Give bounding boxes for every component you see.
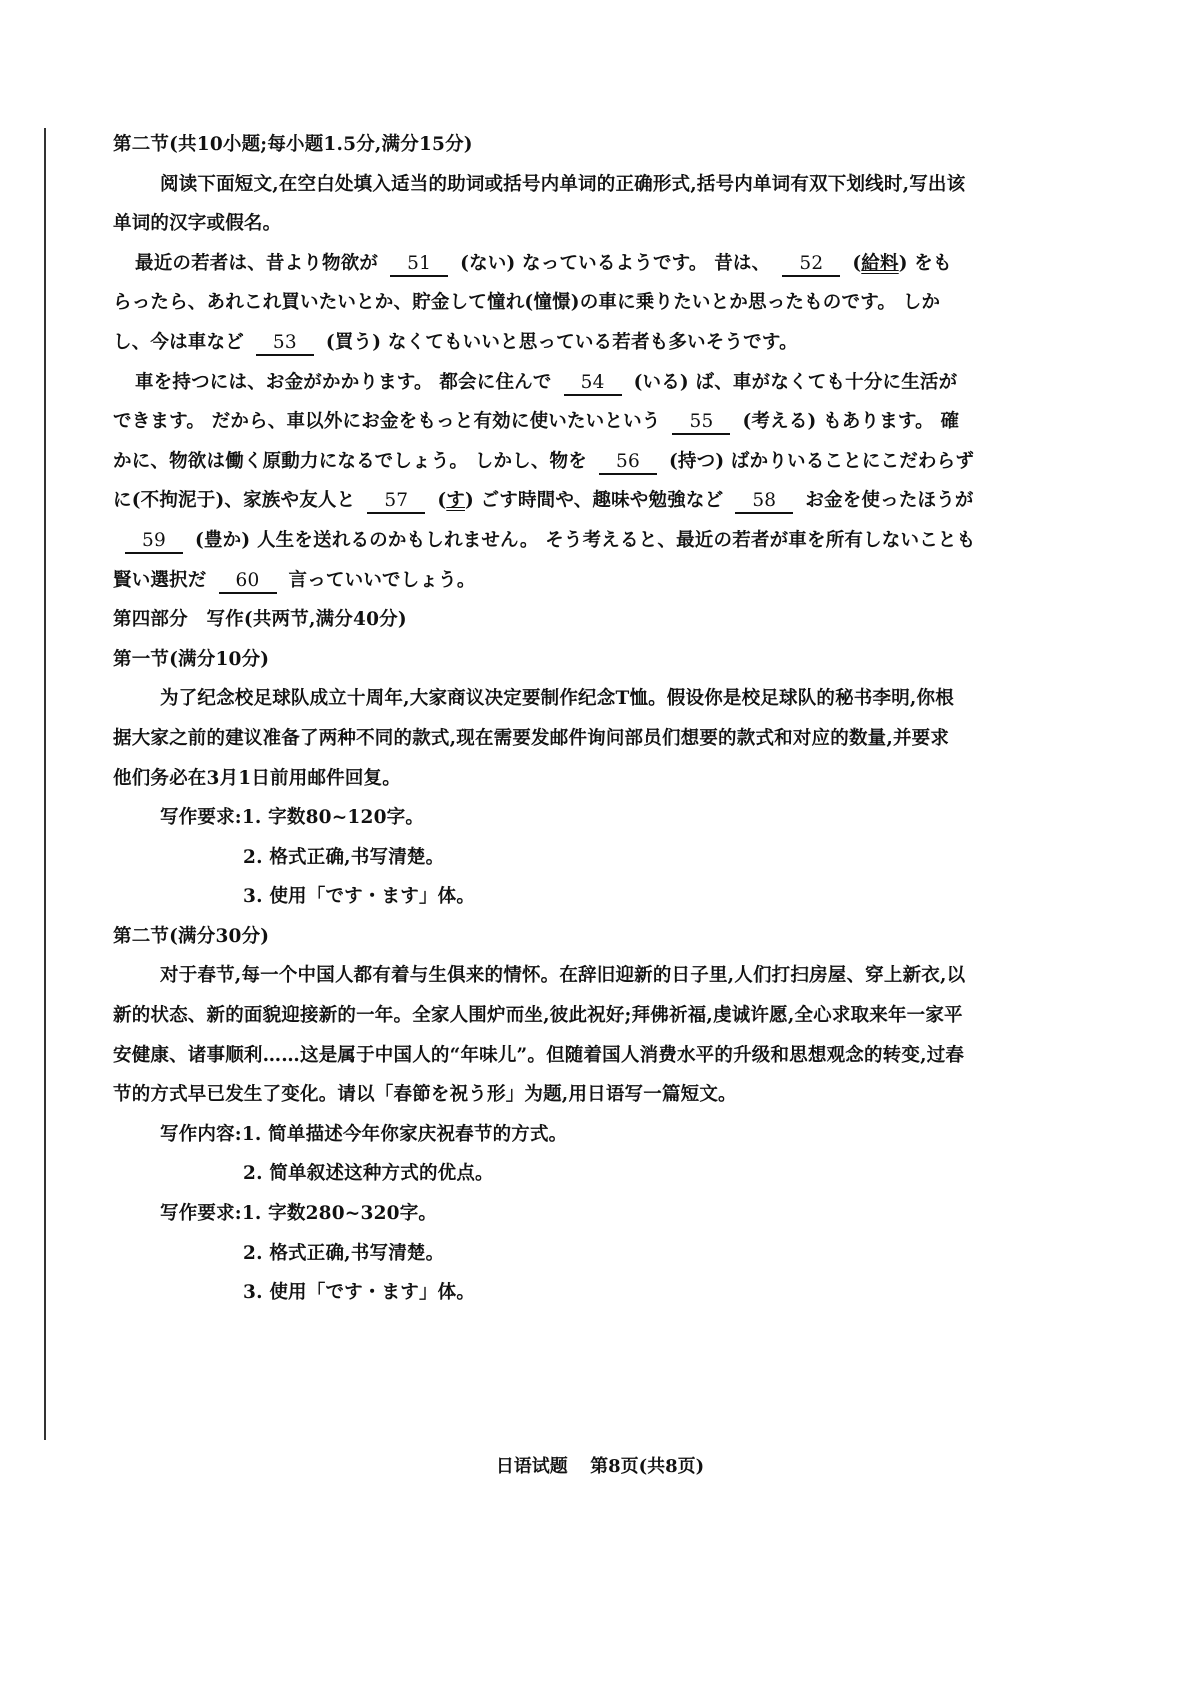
text-line xyxy=(113,561,973,601)
answer-blank: 58 xyxy=(735,490,793,514)
answer-blank: 55 xyxy=(672,411,730,435)
text-segment: 据大家之前的建议准备了两种不同的款式,现在需要发邮件询问部员们想要的款式和对应的数量,并要求 xyxy=(113,727,950,749)
text-segment: 为了纪念校足球队成立十周年,大家商议决定要制作纪念T恤。假设你是校足球队的秘书李明,你根 xyxy=(160,688,954,710)
margin-line xyxy=(44,128,46,1440)
exam-page-content xyxy=(113,125,976,1313)
text-line xyxy=(113,1194,973,1234)
footer-subject: 日语试题 xyxy=(495,1456,568,1477)
text-segment: 安健康、诸事顺利……这是属于中国人的“年味儿”。但随着国人消费水平的升级和思想观念的转变,过春 xyxy=(113,1044,965,1066)
text-segment: ) ごす時間や、趣味や勉強など xyxy=(464,490,724,512)
text-segment: かに、物欲は働く原動力になるでしょう。 しかし、物を xyxy=(113,450,587,472)
text-line xyxy=(113,838,973,878)
text-segment: (ない) なっているようです。 昔は、 xyxy=(460,252,771,274)
answer-blank: 51 xyxy=(390,253,448,277)
text-line xyxy=(113,1234,973,1274)
text-line xyxy=(113,402,973,442)
text-segment: ( xyxy=(437,490,447,512)
underlined-word: す xyxy=(446,490,465,512)
text-segment: (豊か) 人生を送れるのかもしれません。 そう考えると、最近の若者が車を所有しないことも xyxy=(195,529,976,551)
text-segment: 第二节(满分30分) xyxy=(113,925,270,947)
text-line xyxy=(113,679,973,719)
text-segment: 第一节(满分10分) xyxy=(113,648,270,670)
text-segment: 2. 格式正确,书写清楚。 xyxy=(243,846,445,868)
text-segment: 3. 使用「です・ます」体。 xyxy=(243,1282,476,1304)
text-line xyxy=(113,165,973,205)
text-segment: 2. 格式正确,书写清楚。 xyxy=(243,1242,445,1264)
answer-blank: 53 xyxy=(256,332,314,356)
answer-blank: 54 xyxy=(564,372,622,396)
answer-blank: 59 xyxy=(125,530,183,554)
answer-blank: 56 xyxy=(599,451,657,475)
text-segment: らったら、あれこれ買いたいとか、貯金して憧れ(憧憬)の車に乗りたいとか思ったものです。 しか xyxy=(113,292,941,314)
text-segment: 单词的汉字或假名。 xyxy=(113,213,282,235)
text-segment: できます。 だから、車以外にお金をもっと有効に使いたいという xyxy=(113,411,661,433)
text-line xyxy=(113,600,973,640)
text-line xyxy=(113,244,973,284)
text-segment: 賢い選択だ xyxy=(113,569,207,591)
text-line xyxy=(113,1154,973,1194)
text-segment: 2. 简单叙述这种方式的优点。 xyxy=(243,1163,494,1185)
text-segment: (考える) もあります。 確 xyxy=(742,411,960,433)
text-line xyxy=(113,719,973,759)
text-segment: 第二节(共10小题;每小题1.5分,满分15分) xyxy=(113,134,473,155)
text-segment: 第四部分 写作(共两节,满分40分) xyxy=(113,609,407,631)
text-segment: 节的方式早已发生了变化。请以「春節を祝う形」为题,用日语写一篇短文。 xyxy=(113,1084,737,1106)
page-footer xyxy=(0,1452,1200,1478)
underlined-word: 給料 xyxy=(861,252,899,274)
text-segment: (買う) なくてもいいと思っている若者も多いそうです。 xyxy=(325,331,798,353)
text-line xyxy=(113,759,973,799)
text-line xyxy=(113,640,973,680)
text-line xyxy=(113,204,973,244)
text-segment: 写作要求:1. 字数80~120字。 xyxy=(160,807,425,829)
text-line xyxy=(113,1036,973,1076)
text-line xyxy=(113,442,973,482)
text-segment: し、今は車など xyxy=(113,331,244,353)
answer-blank: 60 xyxy=(219,570,277,594)
text-line xyxy=(113,1075,973,1115)
text-line xyxy=(113,125,973,165)
footer-page-number: 第8页(共8页) xyxy=(590,1456,705,1477)
text-line xyxy=(113,363,973,403)
text-segment: ) をも xyxy=(898,252,952,274)
text-line xyxy=(113,481,973,521)
text-line xyxy=(113,1115,973,1155)
text-segment: 最近の若者は、昔より物欲が xyxy=(135,252,379,274)
text-segment: 言っていいでしょう。 xyxy=(288,569,476,591)
text-line xyxy=(113,956,973,996)
text-segment: 阅读下面短文,在空白处填入适当的助词或括号内单词的正确形式,括号内单词有双下划线时,写出该 xyxy=(160,173,966,195)
answer-blank: 57 xyxy=(367,490,425,514)
text-segment: 3. 使用「です・ます」体。 xyxy=(243,886,476,908)
text-segment: 对于春节,每一个中国人都有着与生俱来的情怀。在辞旧迎新的日子里,人们打扫房屋、穿上新衣,以 xyxy=(160,965,966,987)
text-segment: 写作内容:1. 简单描述今年你家庆祝春节的方式。 xyxy=(160,1123,568,1145)
text-segment: 写作要求:1. 字数280~320字。 xyxy=(160,1203,438,1225)
text-line xyxy=(113,798,973,838)
text-line xyxy=(113,323,973,363)
text-segment: お金を使ったほうが xyxy=(805,490,974,512)
text-line xyxy=(113,1273,973,1313)
text-line xyxy=(113,877,973,917)
text-segment: (持つ) ばかりいることにこだわらず xyxy=(668,450,975,472)
text-line xyxy=(113,521,976,561)
text-segment: 他们务必在3月1日前用邮件回复。 xyxy=(113,767,401,789)
text-line xyxy=(113,917,973,957)
text-segment: 車を持つには、お金がかかります。 都会に住んで xyxy=(135,371,552,393)
text-segment: (いる) ば、車がなくても十分に生活が xyxy=(633,371,958,393)
text-segment: に(不拘泥于)、家族や友人と xyxy=(113,490,356,512)
text-line xyxy=(113,996,973,1036)
answer-blank: 52 xyxy=(782,253,840,277)
text-segment: ( xyxy=(852,252,862,274)
text-line xyxy=(113,283,973,323)
text-segment: 新的状态、新的面貌迎接新的一年。全家人围炉而坐,彼此祝好;拜佛祈福,虔诚许愿,全心求取来年一家平 xyxy=(113,1005,963,1027)
